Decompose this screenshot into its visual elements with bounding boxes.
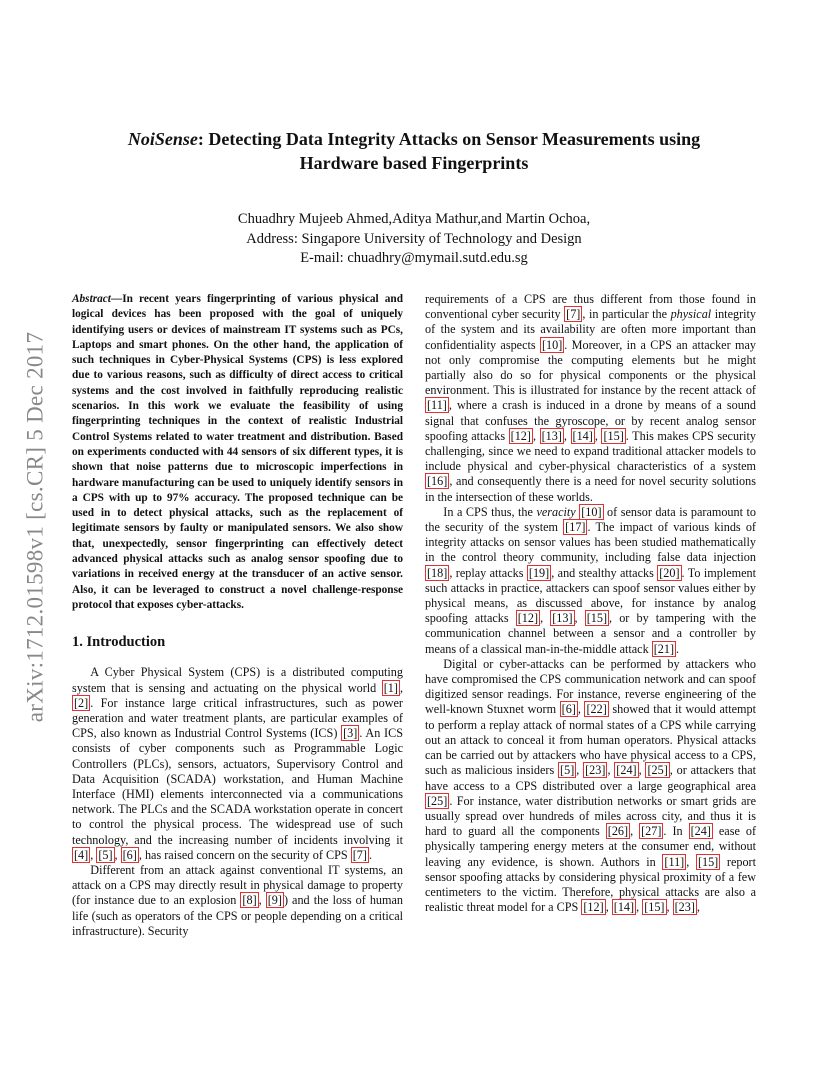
right-paragraph-3 <box>425 657 756 915</box>
citation-link[interactable]: [6] <box>122 847 137 862</box>
citation-link[interactable]: [13] <box>552 611 573 626</box>
citation-link[interactable]: [21] <box>653 641 675 656</box>
citation-link[interactable]: [22] <box>586 702 607 717</box>
text-run: , <box>696 900 700 915</box>
text-run: ease of physically tampering energy meters at the consumer end, without leaving any evidence, is shown. Authors in <box>425 824 756 869</box>
text-run: Digital or cyber-attacks can be performed by attackers who have compromised the CPS communication network and can spoof digitized sensor readings. For instance, reverse engineering of the well-known Stuxnet worm <box>425 656 756 717</box>
citation-link[interactable]: [15] <box>586 611 608 626</box>
citation-link[interactable]: [7] <box>566 307 581 322</box>
text-run: , <box>630 824 640 839</box>
text-run: . An ICS consists of cyber components such as Programmable Logic Controllers (PLCs), sensors, actuators, Supervisory Control and Data Acquisition (SCADA) workstation, and Human Machine Interface (HMI) elements interconnected via a communications network. The PLCs and the SCADA workstation operate in concert to control the physical process. The widespread use of such technology, and the increasing number of incidents involving it <box>72 726 403 847</box>
arxiv-stamp-text: arXiv:1712.01598v1 [cs.CR] 5 Dec 2017 <box>22 331 48 723</box>
arxiv-stamp <box>20 292 50 762</box>
citation-link[interactable]: [6] <box>561 702 576 717</box>
citation-link[interactable]: [5] <box>560 763 575 778</box>
text-run: , <box>686 854 696 869</box>
text-run: , in particular the <box>582 307 671 322</box>
citation-link[interactable]: [11] <box>427 398 447 413</box>
citation-link[interactable]: [19] <box>528 565 550 580</box>
intro-paragraph-1 <box>72 665 403 863</box>
text-run: , and consequently there is a need for novel security solutions in the intersection of these worlds. <box>425 474 756 504</box>
citation-link[interactable]: [11] <box>664 854 685 869</box>
citation-link[interactable]: [12] <box>583 900 604 915</box>
text-run: , <box>638 763 646 778</box>
citation-link[interactable]: [14] <box>613 900 635 915</box>
text-run: , <box>114 847 121 862</box>
citation-link[interactable]: [12] <box>510 428 531 443</box>
text-run: , <box>577 702 585 717</box>
text-run: . This makes CPS security challenging, since we need to expand traditional attacker models to include physical and cyber-physical characteristics of a system <box>425 428 756 474</box>
text-run: , <box>540 611 551 626</box>
citation-link[interactable]: [20] <box>659 565 680 580</box>
citation-link[interactable]: [25] <box>427 793 448 808</box>
text-run: showed that it would attempt to perform a replay attack of normal states of a CPS while carrying out an attack to conceal it from human operators. Physical attacks can be carried out by attackers who have physical access to a CPS, such as malicious insiders <box>425 702 756 778</box>
citation-link[interactable]: [1] <box>383 680 398 695</box>
citation-link[interactable]: [15] <box>644 900 665 915</box>
citation-link[interactable]: [10] <box>581 504 602 519</box>
citation-link[interactable]: [15] <box>697 854 719 869</box>
citation-link[interactable]: [4] <box>74 847 89 862</box>
citation-link[interactable]: [24] <box>616 763 637 778</box>
abstract-label: Abstract <box>72 293 111 305</box>
text-run: . To implement such attacks in practice, attackers can spoof sensor values either by physical means, as discussed above, for instance by analog spoofing attacks <box>425 565 757 626</box>
text-run: , <box>666 900 673 915</box>
citation-link[interactable]: [9] <box>267 893 282 908</box>
right-paragraph-1 <box>425 292 756 505</box>
text-run: requirements of a CPS are thus different from those found in conventional cyber security <box>425 292 756 322</box>
citation-link[interactable]: [13] <box>541 428 562 443</box>
text-run: A Cyber Physical System (CPS) is a distributed computing system that is sensing and actuating on the physical world <box>72 665 403 695</box>
citation-link[interactable]: [23] <box>674 900 695 915</box>
text-run: , <box>607 763 615 778</box>
citation-link[interactable]: [7] <box>352 847 367 862</box>
emphasized-text: veracity <box>536 504 576 519</box>
author-block <box>70 210 758 269</box>
right-paragraph-2 <box>425 505 756 657</box>
title-rest: : Detecting Data Integrity Attacks on Sensor Measurements using <box>197 129 701 149</box>
citation-link[interactable]: [2] <box>74 695 89 710</box>
citation-link[interactable]: [24] <box>690 824 711 839</box>
text-run: of sensor data is paramount to the security of the system <box>425 504 757 535</box>
citation-link[interactable]: [15] <box>603 428 624 443</box>
citation-link[interactable]: [3] <box>343 726 358 741</box>
citation-link[interactable]: [23] <box>585 763 606 778</box>
text-run: , <box>636 900 643 915</box>
text-run: integrity of the system and its availability are often more important than confidentiality aspects <box>425 307 757 352</box>
text-run: , or by tampering with the communication channel between a sensor and a controller by means of a classical man-in-the-middle attack <box>425 611 757 656</box>
text-run: , <box>532 428 540 443</box>
text-run: , or attackers that have access to a CPS distributed over a large geographical area <box>425 763 756 793</box>
text-run: . <box>368 847 372 862</box>
citation-link[interactable]: [26] <box>607 824 629 839</box>
author-address: Address: Singapore University of Technology and Design <box>246 230 582 247</box>
text-run: , <box>576 763 584 778</box>
citation-link[interactable]: [17] <box>565 520 586 535</box>
text-run: , <box>399 680 403 695</box>
text-run: , <box>563 428 571 443</box>
text-run: . For instance large critical infrastructures, such as power generation and water treatment plants, are particular examples of CPS, also known as Industrial Control Systems (ICS) <box>72 695 403 741</box>
text-run: , <box>574 611 585 626</box>
section-heading-introduction: 1. Introduction <box>72 634 166 651</box>
text-run: . Moreover, in a CPS an attacker may not only compromise the computing elements but he might partially also do so for physical components or the physical environment. This is illustrated for instance by the recent attack of <box>425 337 756 398</box>
text-run: , where a crash is induced in a drone by means of a sound signal that confuses the gyroscope, or by recent analog sensor spoofing attacks <box>425 398 756 443</box>
citation-link[interactable]: [8] <box>242 893 257 908</box>
left-column <box>72 292 403 939</box>
intro-paragraph-2 <box>72 863 403 939</box>
text-run: , replay attacks <box>449 565 527 580</box>
emphasized-text: physical <box>670 307 712 322</box>
citation-link[interactable]: [27] <box>641 824 662 839</box>
text-run: , <box>258 893 266 908</box>
citation-link[interactable]: [10] <box>541 337 563 352</box>
citation-link[interactable]: [25] <box>647 763 668 778</box>
citation-link[interactable]: [5] <box>98 847 113 862</box>
citation-link[interactable]: [14] <box>572 428 593 443</box>
citation-link[interactable]: [18] <box>427 565 448 580</box>
paper-title <box>70 127 758 175</box>
right-column <box>425 292 756 915</box>
text-run: . <box>676 641 680 656</box>
text-run: In a CPS thus, the <box>443 504 537 519</box>
text-run: , <box>90 847 97 862</box>
text-run: Different from an attack against conventional IT systems, an attack on a CPS may directly result in physical damage to property (for instance due to an explosion <box>72 863 403 908</box>
text-run: , <box>594 428 602 443</box>
title-line2: Hardware based Fingerprints <box>299 153 529 173</box>
abstract-text: —In recent years fingerprinting of various physical and logical devices has been proposed with the goal of uniquely identifying users or devices of mainstream IT systems such as PCs, Laptops and smart phones. On the other hand, the application of such techniques in Cyber-Physical Systems (CPS) is less explored due to various reasons, such as difficulty of direct access to critical systems and the cost involved in faithfully reproducing realistic scenarios. In this work we evaluate the feasibility of using fingerprinting techniques in the context of realistic Industrial Control Systems related to water treatment and distribution. Based on experiments conducted with 44 sensors of six different types, it is shown that noise patterns due to microscopic imperfections in hardware manufacturing can be used to uniquely identify sensors in a CPS with up to 97% accuracy. The proposed technique can be used in to detect physical attacks, such as the replacement of legitimate sensors by faulty or manipulated sensors. We also show that, unexpectedly, sensor fingerprinting can effectively detect advanced physical attacks such as analog sensor spoofing due to variations in received energy at the transducer of an active sensor. Also, it can be leveraged to construct a novel challenge-response protocol that exposes cyber-attacks. <box>72 293 403 611</box>
citation-link[interactable]: [16] <box>427 474 448 489</box>
abstract <box>72 292 403 613</box>
text-run: , and stealthy attacks <box>551 565 658 580</box>
author-email: E-mail: chuadhry@mymail.sutd.edu.sg <box>300 250 528 266</box>
text-run: ) and the loss of human life (such as operators of the CPS or people depending on a critical infrastructure). Security <box>72 893 403 938</box>
text-run: . The impact of various kinds of integrity attacks on sensor values has been studied mathematically in the control theory community, including false data injection <box>425 520 756 565</box>
text-run: . For instance, water distribution networks or smart grids are usually spread over hundreds of miles across city, and thus it is hard to guard all the components <box>425 793 756 839</box>
text-run: . In <box>663 824 689 839</box>
citation-link[interactable]: [12] <box>517 611 539 626</box>
author-names: Chuadhry Mujeeb Ahmed,Aditya Mathur,and Martin Ochoa, <box>237 211 591 227</box>
title-emphasis: NoiSense <box>127 129 198 149</box>
text-run: , has raised concern on the security of CPS <box>138 847 351 862</box>
text-run: report sensor spoofing attacks by considering physical proximity of a few centimeters to the victim. Therefore, physical attacks are also a realistic threat model for a CPS <box>425 854 756 915</box>
text-run: , <box>605 900 612 915</box>
